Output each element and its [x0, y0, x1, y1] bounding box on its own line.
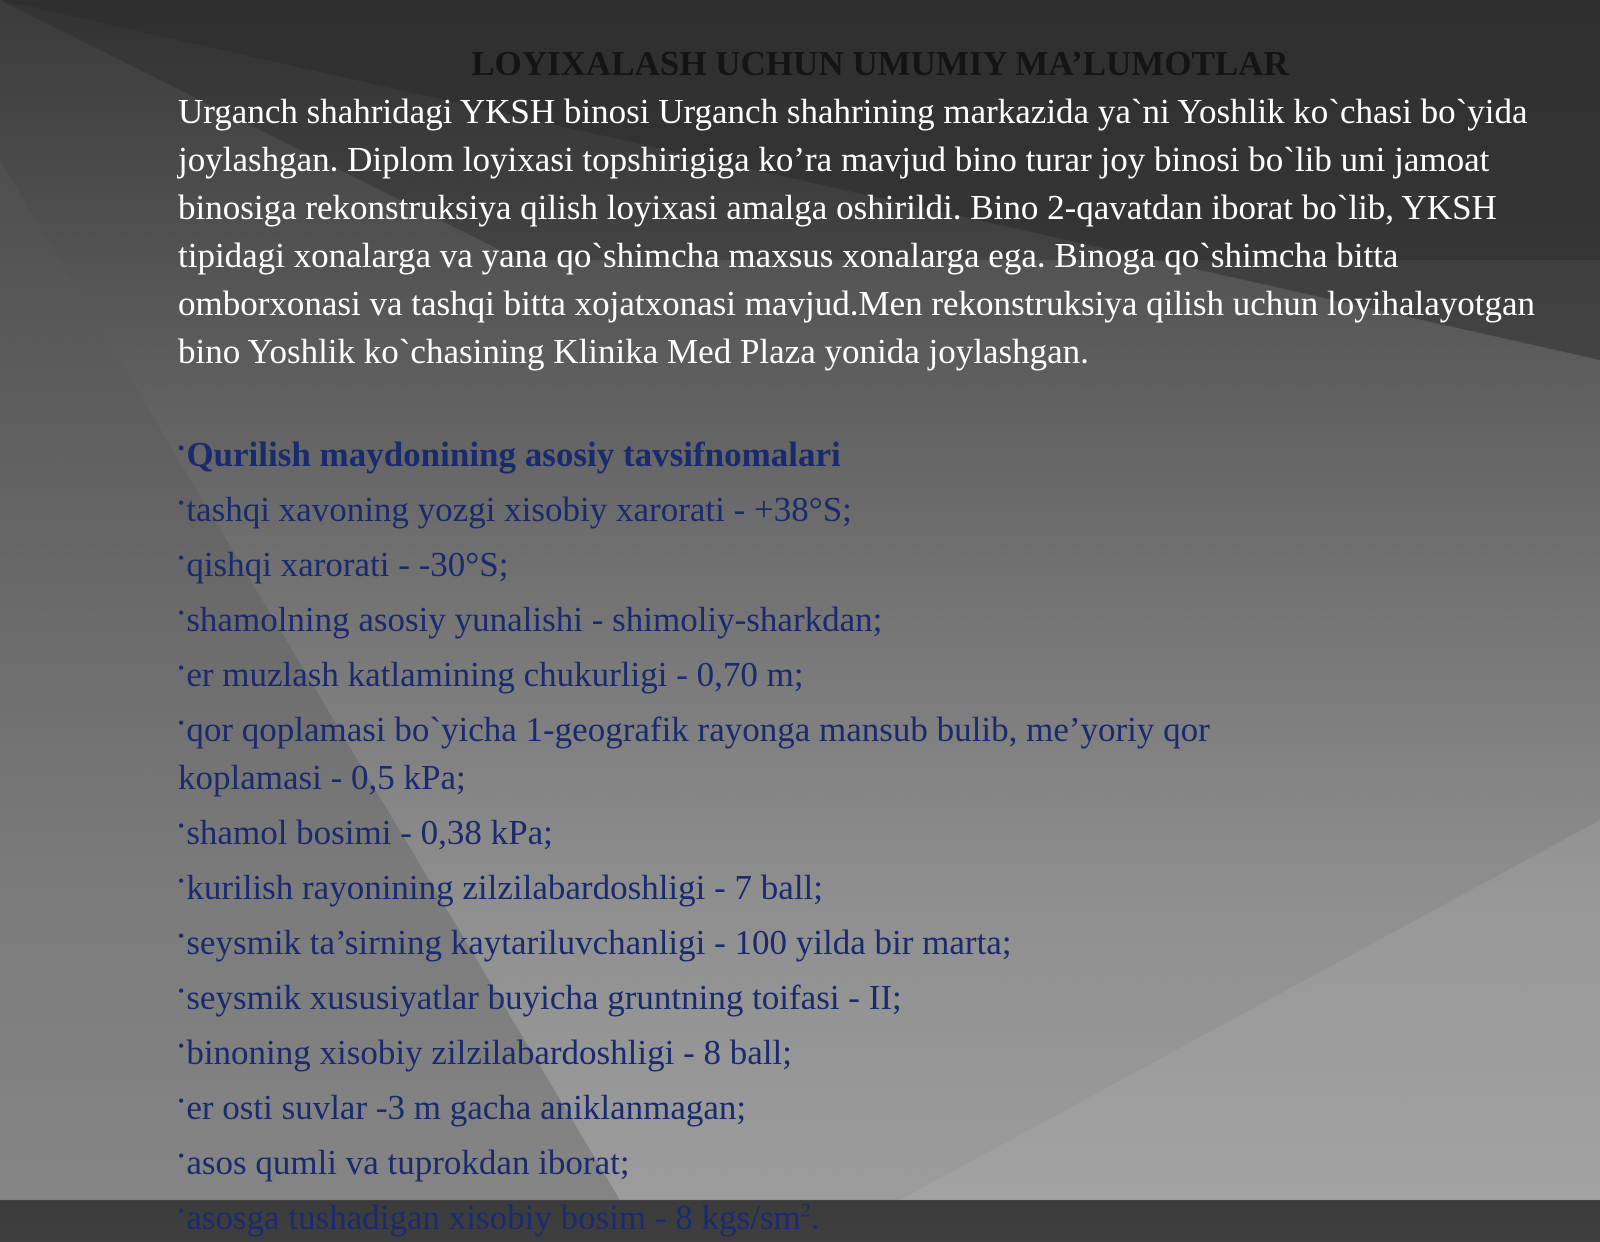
intro-paragraph: Urganch shahridagi YKSH binosi Urganch shahrining markazida ya`ni Yoshlik ko`chasi bo`yida joylashgan. Diplom loyixasi topshirigiga ko’ra mavjud bino turar joy binosi bo`lib uni jamoat binosiga rekonstruksiya qilish loyixasi amalga oshirildi. Bino 2-qavatdan iborat bo`lib, YKSH tipidagi xonalarga va yana qo`shimcha maxsus xonalarga ega. Binoga qo`shimcha bitta omborxonasi va tashqi bitta xojatxonasi mavjud.Men rekonstruksiya qilish uchun loyihalayotgan bino Yoshlik ko`chasining Klinika Med Plaza yonida joylashgan.	[178, 92, 1536, 371]
parameters-list	[178, 424, 1558, 1242]
list-item: •asos qumli va tuprokdan iborat;	[178, 1143, 630, 1182]
superscript: 2	[800, 1199, 811, 1222]
parameters-heading: •Qurilish maydonining asosiy tavsifnomalari	[178, 435, 841, 474]
bullet-icon: •	[178, 816, 185, 836]
slide-title: LOYIXALASH UCHUN UMUMIY MA’LUMOTLAR	[471, 44, 1289, 83]
bullet-icon: •	[178, 1201, 185, 1221]
bullet-icon: •	[178, 981, 185, 1001]
bullet-icon: •	[178, 1091, 185, 1111]
list-item: •qor qoplamasi bo`yicha 1-geografik rayonga mansub bulib, me’yoriy qor koplamasi - 0,5 kPa;	[178, 710, 1210, 797]
list-item: •asosga tushadigan xisobiy bosim - 8 kgs/$sm^2$.	[178, 1198, 820, 1237]
list-item: •seysmik ta’sirning kaytariluvchanligi - 100 yilda bir marta;	[178, 923, 1012, 962]
bullet-icon: •	[178, 658, 185, 678]
bullet-icon: •	[178, 926, 185, 946]
bullet-icon: •	[178, 548, 185, 568]
bullet-icon: •	[178, 1146, 185, 1166]
bullet-icon: •	[178, 713, 185, 733]
list-item: •kurilish rayonining zilzilabardoshligi - 7 ball;	[178, 868, 823, 907]
bullet-icon: •	[178, 603, 185, 623]
list-item: •qishqi xarorati - -30°S;	[178, 545, 509, 584]
bullet-icon: •	[178, 1036, 185, 1056]
list-item: •er osti suvlar -3 m gacha aniklanmagan;	[178, 1088, 747, 1127]
list-item: •shamolning asosiy yunalishi - shimoliy-sharkdan;	[178, 600, 883, 639]
list-item: •shamol bosimi - 0,38 kPa;	[178, 813, 553, 852]
bullet-icon: •	[178, 438, 185, 458]
bullet-icon: •	[178, 493, 185, 513]
list-item: •tashqi xavoning yozgi xisobiy xarorati - +38°S;	[178, 490, 852, 529]
list-item: •seysmik xususiyatlar buyicha gruntning toifasi - II;	[178, 978, 902, 1017]
bullet-icon: •	[178, 871, 185, 891]
list-item: •binoning xisobiy zilzilabardoshligi - 8 ball;	[178, 1033, 792, 1072]
list-item: •er muzlash katlamining chukurligi - 0,70 m;	[178, 655, 804, 694]
